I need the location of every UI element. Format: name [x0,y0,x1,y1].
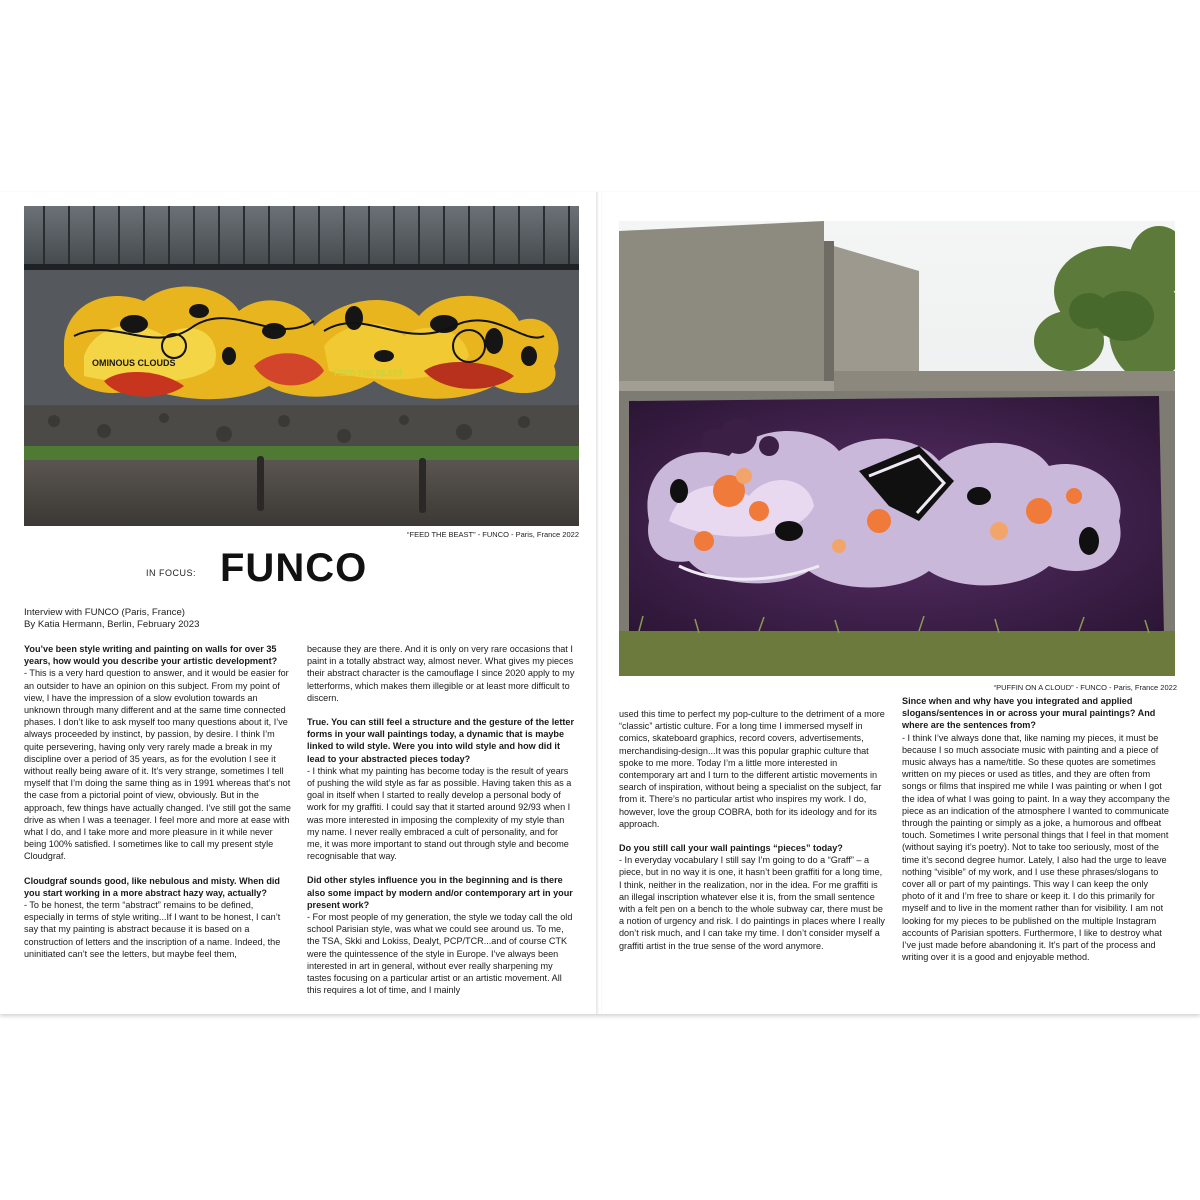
magazine-spread [0,192,1200,1014]
text-column-2 [307,643,575,996]
interview-answer: because they are there. And it is only on very rare occasions that I paint in a totally abstract way, almost never. What gives my pieces their abstract character is the camouflage I since 2020 apply to my letterforms, which makes them illegible or at least more difficult to discern. [307,644,575,703]
left-page [0,192,598,1014]
photo-caption-feed-the-beast: “FEED THE BEAST” - FUNCO - Paris, France 2022 [407,530,579,539]
photo-puffin-on-a-cloud [619,221,1175,676]
credit-interview-line: Interview with FUNCO (Paris, France) [24,607,185,618]
interview-question: You’ve been style writing and painting on walls for over 35 years, how would you describe your artistic development? [24,644,278,667]
right-page [602,192,1200,1014]
interview-answer: - I think what my painting has become today is the result of years of pushing the wild style as far as possible. Having taken this as a goal in itself when I started to really develop a personal body of work for my graffiti. I could say that it started around 92/93 when I was more interested in imposing the complexity of my style than my name. I never really embraced a cult of personality, and for me, it was more important to stand out through style and become recognisable that way. [307,765,572,862]
section-label: IN FOCUS: [146,568,197,578]
text-column-3 [619,708,887,952]
mural-tag-feed-the-beast: FEED THE BEAST [334,369,403,378]
interview-answer: - I think I’ve always done that, like naming my pieces, it must be because I so much associate music with painting and a piece of music always has a name/title. So these quotes are sometimes written on my pieces or used as titles, and they are often from songs or films that inspired me while I was painting or when I got the idea of what I was going to paint. In a way they accompany the piece as an indication of the atmosphere I wanted to communicate through the painting or simply as a joke, a humorous and offbeat touch. Sometimes I write personal things that I feel in that moment (without saying it’s poetry). Not to take too seriously, most of the time it’s second degree humor. Lately, I also had the urge to leave nothing “visible” of my work, and I use these phrases/slogans to cover all or part of my paintings. This way I can keep the only photo of it and I’m free to share or keep it. I do this primarily for myself and to live in the moment rather than for visibility. I am not looking for my pieces to be published on the multiple Instagram accounts of Parisian spotters. Furthermore, I like to destroy what I’ve just made before abandoning it. It’s part of the process and writing over it is a good and enjoyable method. [902,732,1170,963]
interview-answer: used this time to perfect my pop-culture to the detriment of a more “classic” artistic culture. For a long time I immersed myself in comics, skateboard graphics, record covers, advertisements, merchandising-design...It was this popular graphic culture that spoke to me more. Today I’m a little more interested in contemporary art and I turn to the different artistic movements in search of inspiration, without being a specialist on the subject, far from it. There’s no particular artist who inspires my work. I do, however, love the group COBRA, both for its ideology and for its approach. [619,709,885,829]
interview-answer: - To be honest, the term “abstract” remains to be defined, especially in terms of style writing...If I want to be honest, I can’t say that my painting is abstract because it is based on a construction of letters and the inscription of a name. Indeed, the uninitiated can’t see the letters, but maybe feel them, [24,900,281,959]
interview-question: Since when and why have you integrated and applied slogans/sentences in or across your mural paintings? And where are the sentences from? [902,696,1156,731]
interview-question: Did other styles influence you in the beginning and is there also some impact by modern and/or contemporary art in your present work? [307,875,573,910]
text-column-1 [24,643,292,960]
paragraph-spacer [307,704,575,716]
feed-the-beast-mural-image [24,206,579,526]
text-column-4 [902,695,1172,963]
mural-tag-ominous-clouds: OMINOUS CLOUDS [92,358,176,368]
interview-question: True. You can still feel a structure and the gesture of the letter forms in your wall paintings today, a dynamic that is maybe linked to wild style. Were you into wild style and how did it lead to your abstracted pieces today? [307,717,574,764]
paragraph-spacer [24,863,292,875]
article-credit [24,607,199,631]
photo-caption-puffin-on-a-cloud: “PUFFIN ON A CLOUD” - FUNCO - Paris, France 2022 [993,683,1177,692]
interview-answer: - In everyday vocabulary I still say I’m going to do a “Graff” – a piece, but in no way it is one, it hasn’t been graffiti for a long time, I think, neither in the realization, nor in the idea. For me graffiti is an illegal inscription whatever else it is, from the small sentence with a felt pen on a bench to the whole subway car, there must be a notion of urgency and risk. I do paintings in places where I really don’t risk much, and I can take my time. I don’t consider myself a graffiti artist in the true sense of the word anymore. [619,855,885,951]
credit-author-line: By Katia Hermann, Berlin, February 2023 [24,619,200,630]
puffin-on-a-cloud-mural-image [619,221,1175,676]
paragraph-spacer [619,830,887,842]
interview-answer: - This is a very hard question to answer, and it would be easier for an outsider to have an opinion on this subject. From my point of view, I have the impression of a slow evolution towards an unknown through many different and at the same time connected phases. I don’t like to ask myself too many questions about it, I’ve always proceeded by instinct, by passion, by desire. I think I’m quite persevering, having only very rarely made a break in my discipline over a period of 35 years, as for the evolution I see it without really being aware of it. It’s very strange, sometimes I tell myself that I’m doing the same thing as in 1991 whereas that’s not the case from a pictorial point of view, obviously. But in the approach, few things have actually changed. I’ve still got the same drive as when I was a teenager. I feel more and more at ease with what I do, and I take more and more pleasure in it while never being 100% satisfied. I sometimes like to call my present style Cloudgraf. [24,668,291,862]
paragraph-spacer [307,862,575,874]
article-title: FUNCO [220,546,368,590]
interview-question: Do you still call your wall paintings “pieces” today? [619,843,843,854]
interview-answer: - For most people of my generation, the style we today call the old school Parisian style, was what we could see around us. To me, the TSA, Skki and Lokiss, Dealyt, PCP/TCR...and of course CTK were the quintessence of the style in Europe. I’ve always been interested in art in general, without ever really sharpening my tastes focusing on a particular artist or an artistic movement. All this requires a lot of time, and I mainly [307,912,573,996]
photo-feed-the-beast [24,206,579,526]
interview-question: Cloudgraf sounds good, like nebulous and misty. When did you start working in a more abstract hazy way, actually? [24,875,280,898]
